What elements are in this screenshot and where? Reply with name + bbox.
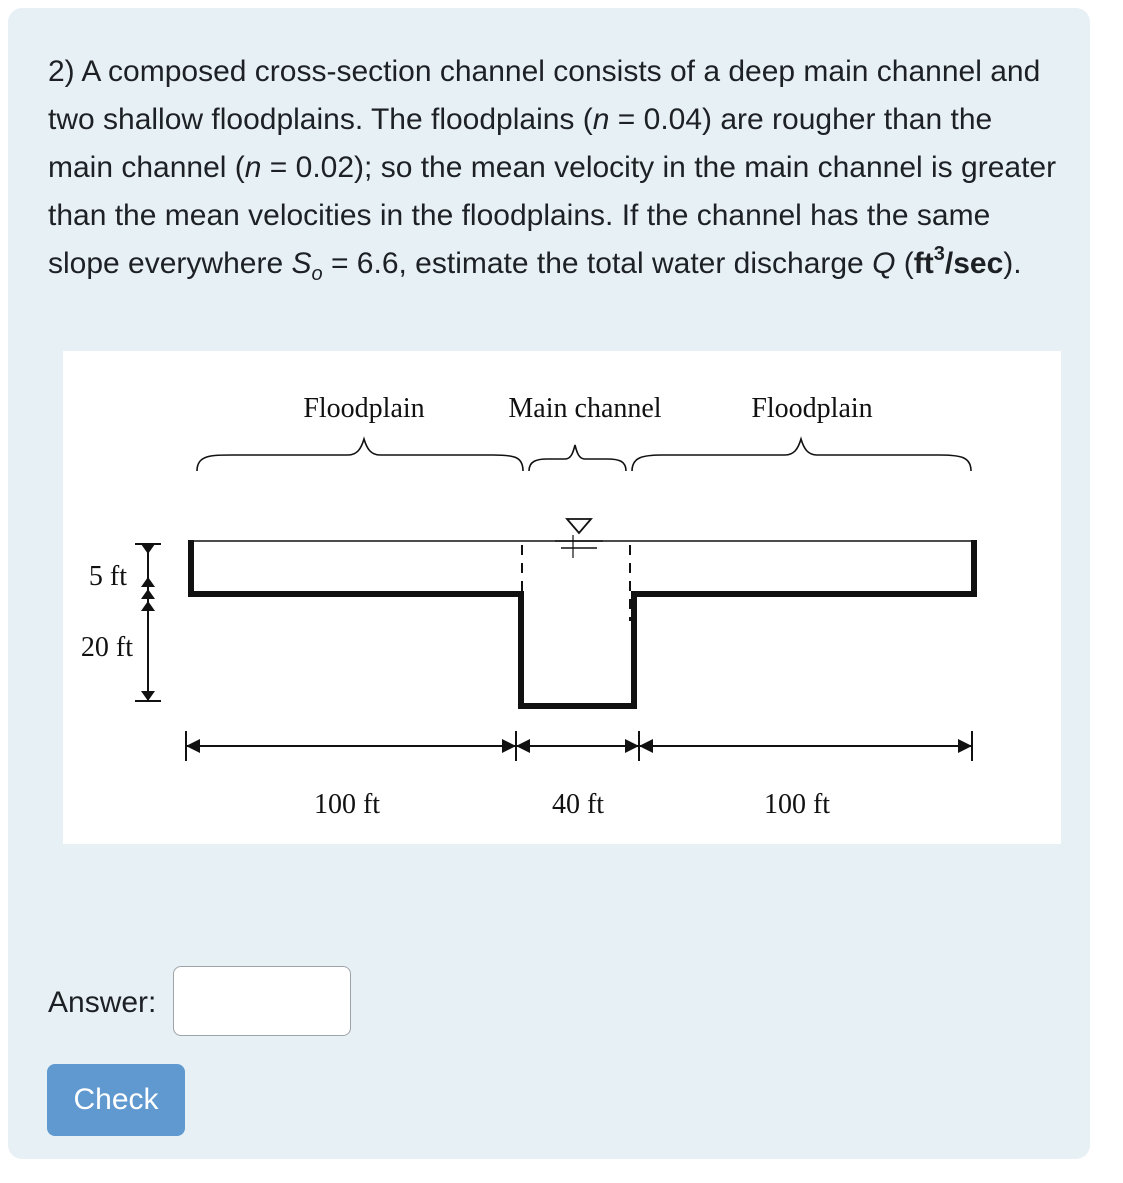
- answer-input[interactable]: [173, 966, 351, 1036]
- depth-dimension: [135, 544, 161, 701]
- check-button[interactable]: Check: [47, 1064, 185, 1136]
- brace-floodplain-left: [197, 439, 523, 471]
- unit-label: $ft^3/\sec$: [913, 243, 1004, 280]
- question-number: 2): [48, 55, 75, 88]
- label-floodplain-left: Floodplain: [303, 393, 425, 424]
- channel-cross-section-figure: [63, 351, 1061, 844]
- channel-outline: [191, 540, 974, 706]
- label-main-channel: Main channel: [508, 393, 662, 424]
- width-label-left: 100 ft: [313, 789, 381, 820]
- brace-main-channel: [529, 445, 626, 471]
- answer-label: Answer:: [48, 986, 157, 1019]
- depth-label-lower: 20 ft: [80, 632, 133, 663]
- water-surface-icon: [555, 519, 603, 558]
- label-floodplain-right: Floodplain: [751, 393, 873, 424]
- brace-floodplain-right: [632, 439, 971, 471]
- depth-label-upper: 5 ft: [88, 561, 127, 592]
- width-label-main: 40 ft: [551, 789, 605, 820]
- width-label-right: 100 ft: [763, 789, 831, 820]
- width-dimension: [186, 731, 972, 761]
- question-text: 2) A composed cross-section channel consists of a deep main channel and two shallow floodplains. The floodplains (n = 0.04) are rougher than the main channel (n = 0.02); so the mean velocity in the main channel is greater than the mean velocities in the floodplains. If the channel has the same slope everywhere $S_o = 6.6$, estimate the total water discharge Q $(ft^3/\sec)$.: [48, 55, 1057, 285]
